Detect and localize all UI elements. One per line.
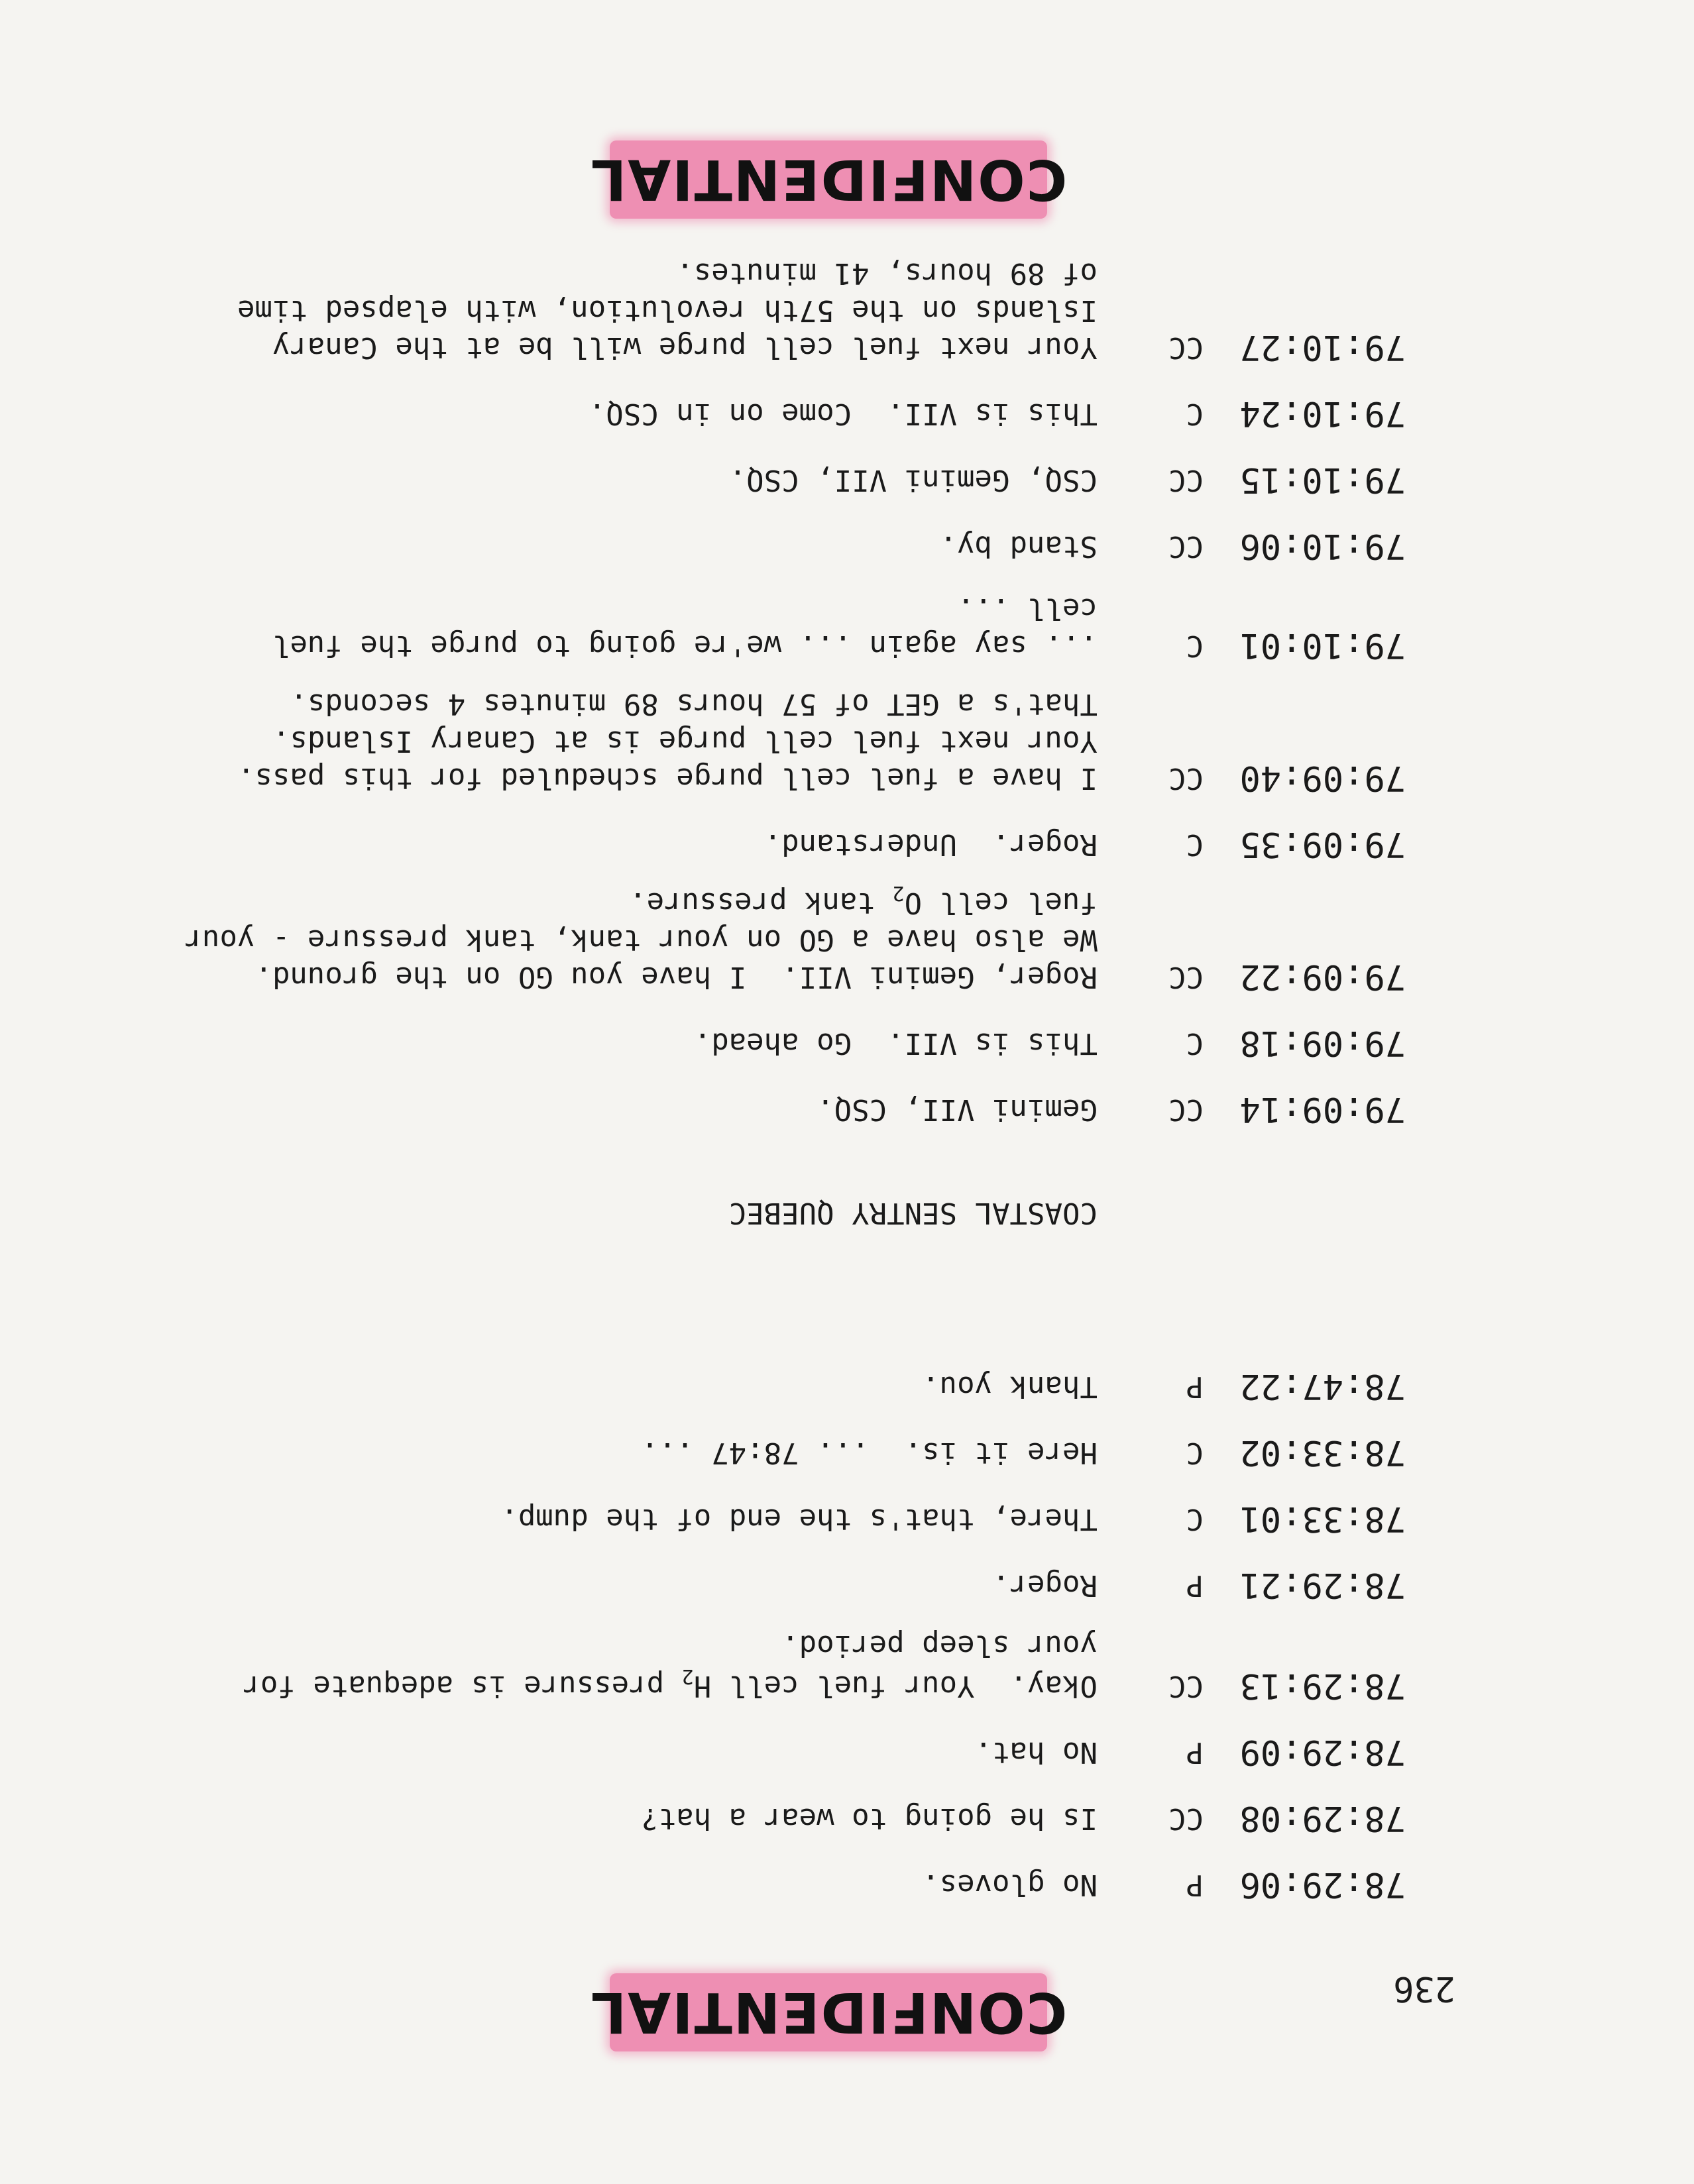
entry-time: 79:09:35 [1239, 824, 1406, 864]
entry-text [117, 1627, 1098, 1704]
entry-time: 78:33:01 [1239, 1499, 1406, 1539]
entry-time: 79:10:01 [1239, 626, 1406, 665]
entry-time: 79:10:15 [1239, 460, 1406, 500]
confidential-stamp-bottom [589, 140, 1068, 219]
entry-text: Stand by. [939, 529, 1098, 563]
entry-speaker: C [1186, 1026, 1204, 1060]
entry-text-part: pressure is adequate for your sleep period. [243, 1629, 1098, 1703]
entry-speaker: CC [1168, 761, 1204, 795]
entry-speaker: C [1186, 629, 1204, 663]
entry-text: Thank you. [922, 1370, 1098, 1403]
classification-label: CONFIDENTIAL [589, 1980, 1068, 2045]
subscript: 2 [892, 881, 905, 904]
entry-time: 78:33:02 [1239, 1433, 1406, 1472]
classification-label: CONFIDENTIAL [589, 147, 1068, 212]
entry-text: Here it is. ... 78:47 ... [641, 1436, 1098, 1470]
entry-time: 79:10:24 [1239, 394, 1406, 433]
entry-text [117, 881, 1098, 995]
entry-speaker: CC [1168, 1093, 1204, 1126]
entry-speaker: P [1186, 1370, 1204, 1403]
entry-text: ... say again ... we're going to purge the fuel cell ... [272, 592, 1098, 663]
entry-speaker: P [1186, 1735, 1204, 1769]
entry-text: This is VII. Go ahead. [693, 1026, 1098, 1060]
entry-text-part: Roger, Gemini VII. I have you GO on the ground. We also have a GO on your tank, tank pressure - your fuel cell O [184, 886, 1098, 994]
entry-time: 79:10:27 [1239, 327, 1406, 367]
entry-time: 78:29:08 [1239, 1798, 1406, 1838]
entry-time: 78:29:13 [1239, 1666, 1406, 1706]
entry-text: CSQ, Gemini VII, CSQ. [728, 463, 1098, 497]
entry-time: 79:09:14 [1239, 1089, 1406, 1129]
entry-text: I have a fuel cell purge scheduled for this pass. Your next fuel cell purge is at Canary Islands. That's a GET of 57 hours 89 minutes 4 seconds. [237, 687, 1098, 795]
entry-text-part: tank pressure. [629, 886, 893, 920]
subscript: 2 [681, 1665, 694, 1688]
entry-speaker: C [1186, 1436, 1204, 1470]
entry-time: 79:10:06 [1239, 526, 1406, 566]
entry-text: There, that's the end of the dump. [500, 1502, 1098, 1536]
entry-text: No gloves. [922, 1868, 1098, 1902]
entry-text: Gemini VII, CSQ. [817, 1093, 1098, 1126]
entry-time: 78:29:09 [1239, 1732, 1406, 1772]
entry-time: 78:29:06 [1239, 1865, 1406, 1904]
entry-time: 79:09:22 [1239, 957, 1406, 997]
entry-speaker: C [1186, 828, 1204, 861]
entry-text: No hat. [974, 1735, 1098, 1769]
entry-time: 79:09:18 [1239, 1023, 1406, 1063]
entry-speaker: P [1186, 1568, 1204, 1602]
entry-speaker: CC [1168, 1802, 1204, 1835]
entry-time: 78:47:22 [1239, 1366, 1406, 1406]
entry-text: Roger. Understand. [763, 828, 1098, 861]
entry-text: Roger. [992, 1568, 1098, 1602]
entry-speaker: C [1186, 397, 1204, 431]
entry-text: This is VII. Come on in CSQ. [588, 397, 1098, 431]
entry-time: 78:29:21 [1239, 1565, 1406, 1605]
entry-speaker: P [1186, 1868, 1204, 1902]
page-number: 236 [1393, 1969, 1455, 2008]
entry-speaker: CC [1168, 1669, 1204, 1703]
entry-time: 79:09:40 [1239, 758, 1406, 798]
entry-text-part: Okay. Your fuel cell H [693, 1669, 1098, 1703]
section-header: COASTAL SENTRY QUEBEC [728, 1196, 1098, 1230]
entry-speaker: CC [1168, 331, 1204, 364]
entry-speaker: C [1186, 1502, 1204, 1536]
entry-speaker: CC [1168, 529, 1204, 563]
entry-speaker: CC [1168, 960, 1204, 994]
entry-text: Your next fuel cell purge will be at the Canary Islands on the 57th revolution, with elapsed time of 89 hours, 41 minutes. [237, 256, 1098, 364]
entry-speaker: CC [1168, 463, 1204, 497]
entry-text: Is he going to wear a hat? [641, 1802, 1098, 1835]
